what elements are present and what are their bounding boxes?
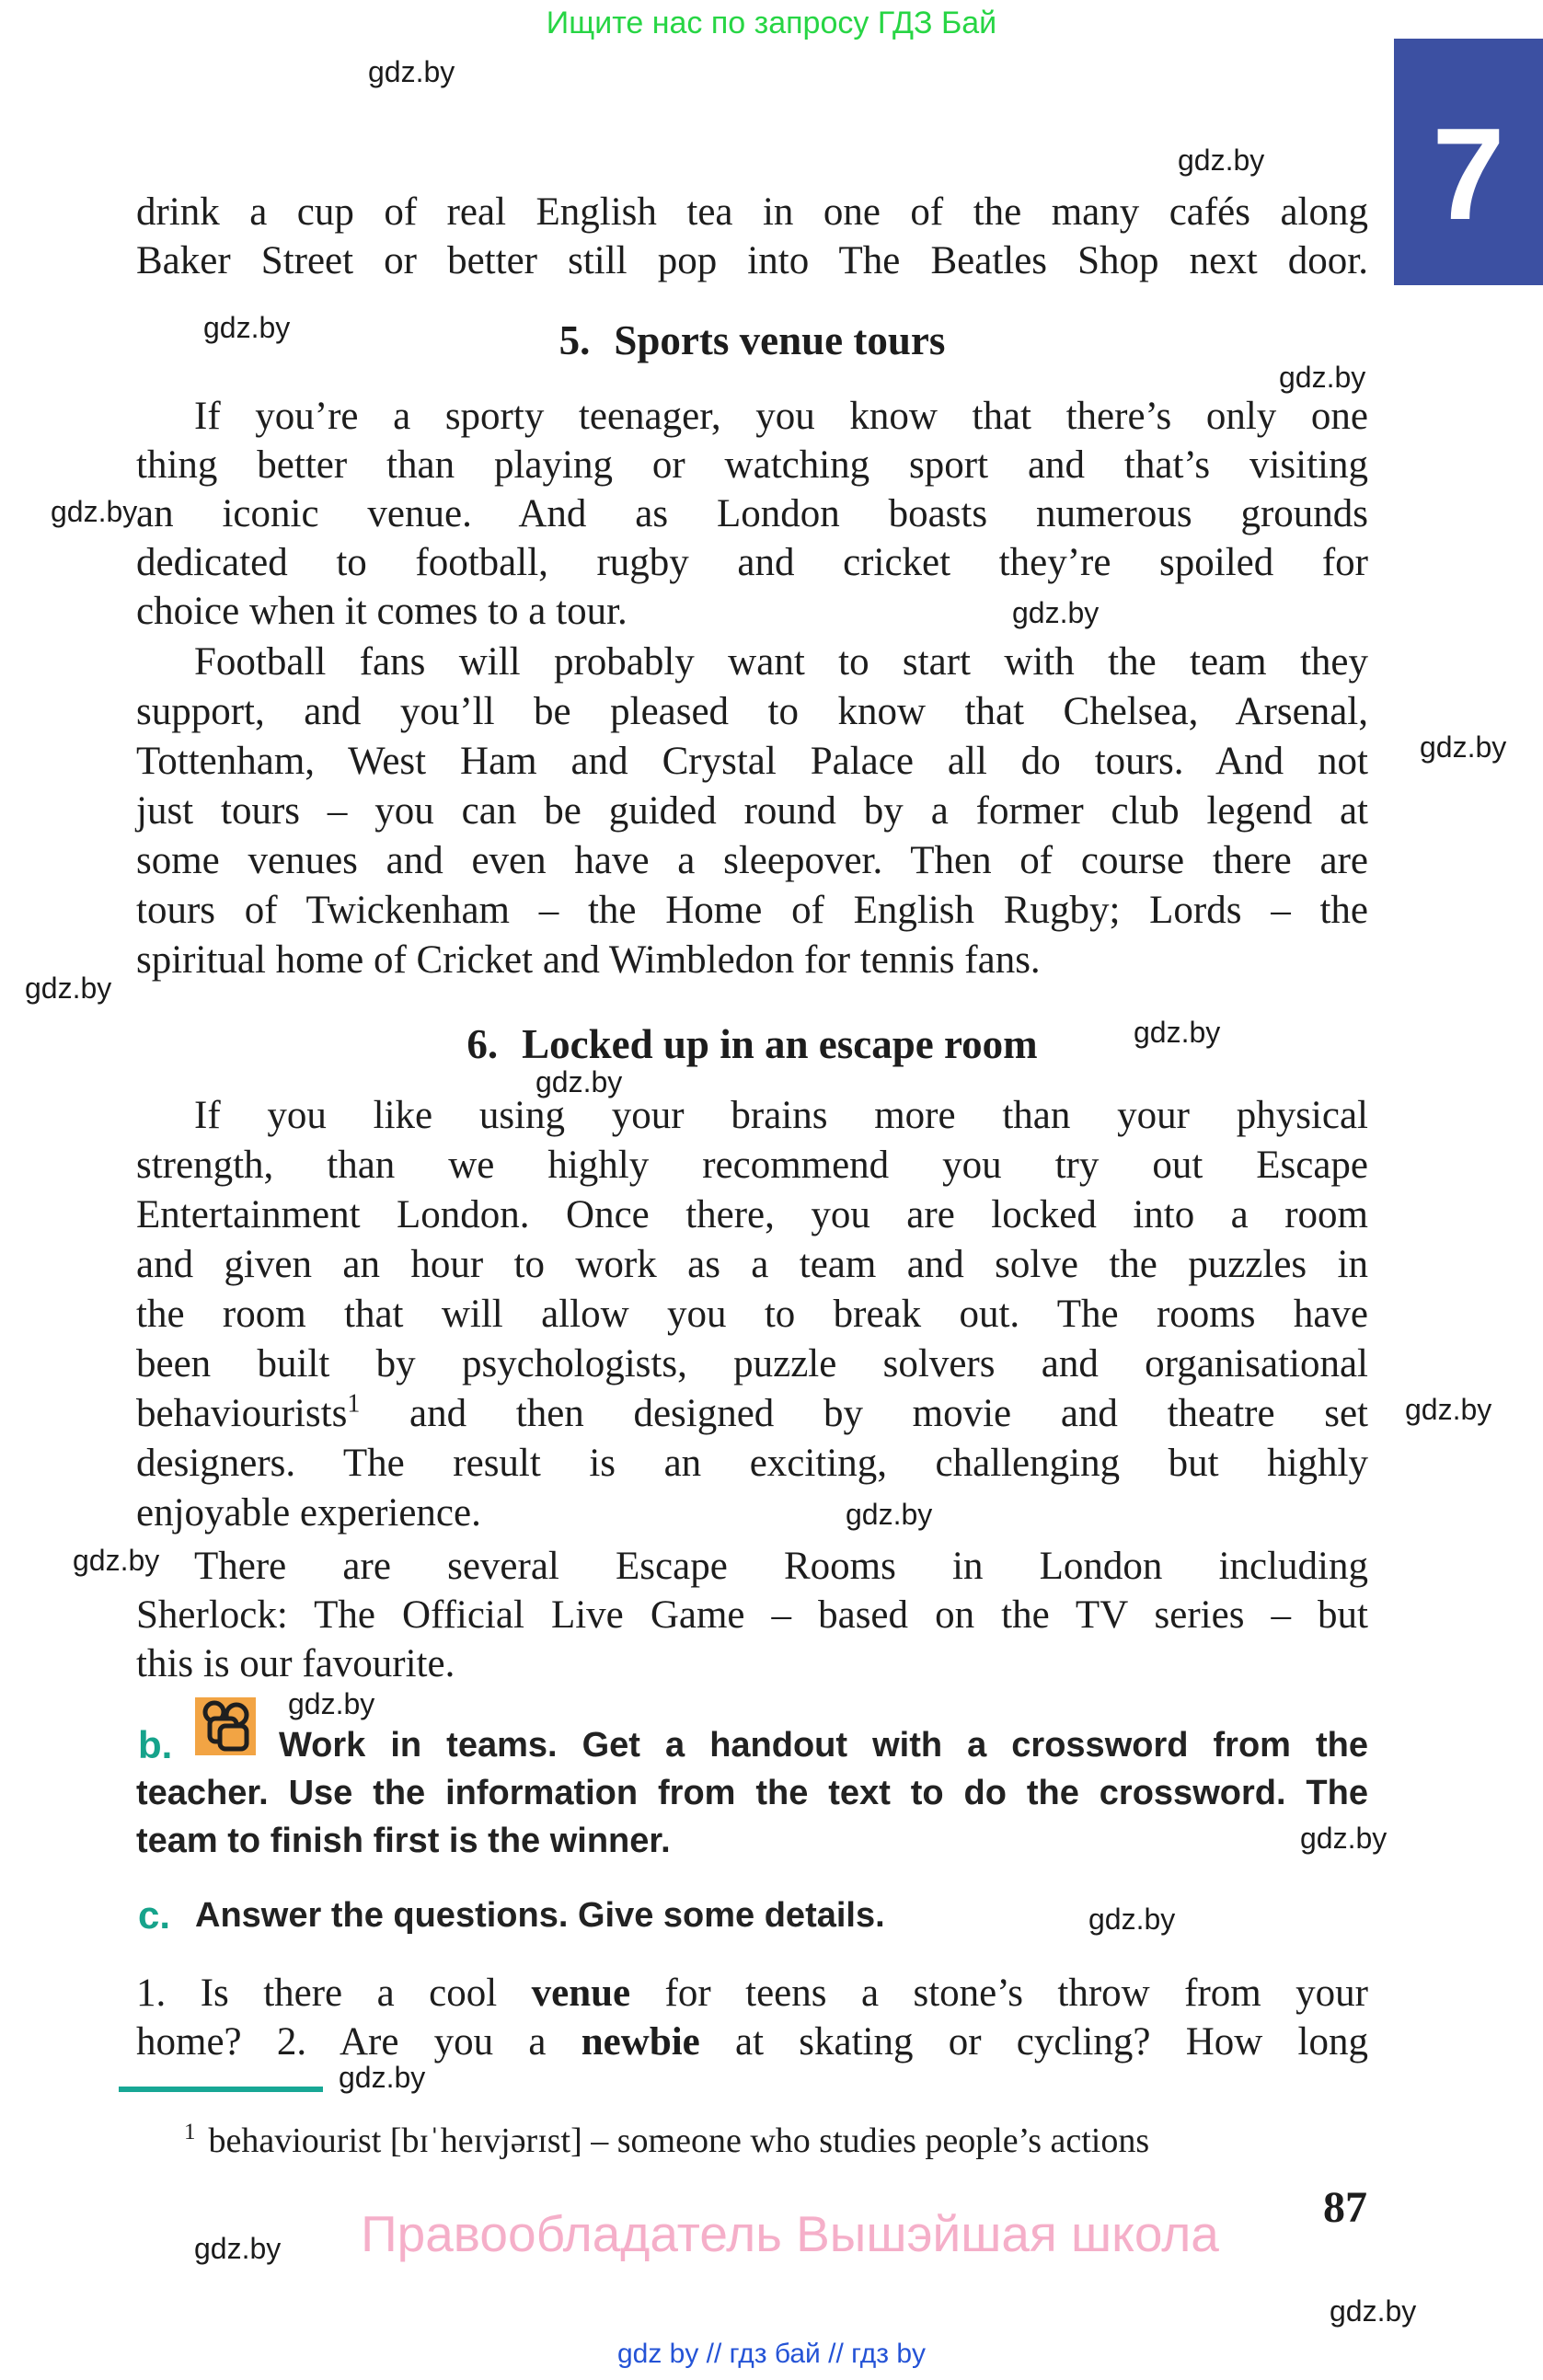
section-5-title: Sports venue tours (614, 317, 946, 363)
unit-number: 7 (1432, 101, 1505, 247)
text-segment: home? 2. Are you a (136, 2020, 582, 2064)
question-line (136, 2018, 1368, 2066)
text-line: Baker Street or better still pop into The Beatles Shop next door. (136, 239, 1368, 282)
page-number: 87 (1323, 2183, 1367, 2232)
text-line: strength, than we highly recommend you try out Escape (136, 1144, 1368, 1187)
text-line: an iconic venue. And as London boasts numerous grounds (136, 492, 1368, 535)
watermark: gdz.by (846, 1498, 933, 1531)
watermark: gdz.by (1300, 1822, 1388, 1855)
watermark: gdz.by (51, 495, 138, 528)
text-line: been built by psychologists, puzzle solvers and organisational (136, 1342, 1368, 1385)
question-line (136, 1969, 1368, 2018)
text-line: just tours – you can be guided round by a former club legend at (136, 789, 1368, 833)
intro-paragraph (136, 188, 1368, 285)
task-b-text (136, 1721, 1368, 1865)
text-line: Entertainment London. Once there, you are locked into a room (136, 1193, 1368, 1236)
text-line: enjoyable experience. (136, 1491, 481, 1535)
footnote (184, 2118, 1149, 2164)
section-6-title: Locked up in an escape room (522, 1021, 1038, 1067)
text-line: dedicated to football, rugby and cricket they’re spoiled for (136, 541, 1368, 584)
text-line: the room that will allow you to break out. The rooms have (136, 1293, 1368, 1336)
text-line: designers. The result is an exciting, challenging but highly (136, 1442, 1368, 1485)
text-segment: at skating or cycling? How long (699, 2020, 1368, 2064)
text-line: and given an hour to work as a team and solve the puzzles in (136, 1243, 1368, 1286)
footnote-reference: 1 (347, 1389, 361, 1419)
footnote-text: behaviourist [bɪˈheɪvjərɪst] – someone who studies people’s actions (208, 2121, 1150, 2160)
watermark: gdz.by (203, 311, 291, 344)
text-line: If you’re a sporty teenager, you know that there’s only one (194, 395, 1368, 438)
text-line: Sherlock: The Official Live Game – based on the TV series – but (136, 1593, 1368, 1637)
watermark: gdz.by (535, 1065, 623, 1098)
footnote-number: 1 (184, 2120, 196, 2145)
text-line: drink a cup of real English tea in one of the many cafés along (136, 190, 1368, 234)
keyword-newbie: newbie (581, 2020, 700, 2064)
task-line: Work in teams. Get a handout with a crossword from the (279, 1726, 1368, 1765)
sherlock-paragraph (136, 1542, 1368, 1688)
text-line: choice when it comes to a tour. (136, 590, 628, 633)
text-line: tours of Twickenham – the Home of English Rugby; Lords – the (136, 889, 1368, 932)
watermark: gdz.by (73, 1544, 160, 1577)
text-segment: and then designed by movie and theatre set (360, 1392, 1368, 1435)
text-segment: for teens a stone’s throw from your (630, 1972, 1369, 2015)
text-line: Tottenham, West Ham and Crystal Palace all do tours. And not (136, 740, 1368, 783)
section-5-heading (136, 316, 1368, 365)
text-line: There are several Escape Rooms in London including (194, 1545, 1368, 1588)
watermark: gdz.by (1405, 1393, 1492, 1426)
text-line: some venues and even have a sleepover. Then of course there are (136, 839, 1368, 882)
footnote-divider (119, 2087, 323, 2092)
text-line: Football fans will probably want to start with the team they (194, 640, 1368, 684)
watermark: gdz.by (25, 972, 112, 1005)
keyword-venue: venue (531, 1972, 631, 2015)
text-line: support, and you’ll be pleased to know that Chelsea, Arsenal, (136, 690, 1368, 733)
escape-room-paragraph (136, 1091, 1368, 1538)
text-segment: behaviourists (136, 1392, 348, 1435)
unit-badge (1394, 39, 1543, 285)
watermark: gdz.by (1279, 361, 1366, 394)
copyright-notice: Правообладатель Вышэйшая школа (361, 2205, 1219, 2262)
promo-banner: Ищите нас по запросу ГДЗ Бай (546, 6, 997, 40)
section-5-number: 5. (558, 317, 591, 363)
section-6-number: 6. (466, 1021, 499, 1067)
section-6-heading (136, 1019, 1368, 1069)
watermark: gdz.by (1134, 1016, 1221, 1049)
watermark: gdz.by (288, 1687, 375, 1720)
questions-paragraph (136, 1969, 1368, 2066)
task-line: teacher. Use the information from the text to do the crossword. The (136, 1774, 1368, 1812)
text-line-with-footnote-ref (136, 1389, 1368, 1439)
text-segment: 1. Is there a cool (136, 1972, 532, 2015)
watermark: gdz.by (1420, 730, 1507, 764)
football-fans-paragraph (136, 638, 1368, 985)
text-line: If you like using your brains more than your physical (194, 1094, 1368, 1137)
task-b-marker: b. (138, 1723, 173, 1766)
task-c-text: Answer the questions. Give some details. (195, 1896, 885, 1935)
sports-venue-paragraph (136, 392, 1368, 636)
watermark: gdz.by (339, 2061, 426, 2094)
watermark: gdz.by (194, 2232, 282, 2265)
watermark: gdz.by (1178, 144, 1265, 177)
watermark: gdz.by (368, 55, 455, 88)
watermark: gdz.by (1012, 596, 1100, 629)
watermark: gdz.by (1330, 2294, 1417, 2328)
footer-links: gdz by // гдз бай // гдз by (616, 2339, 927, 2369)
watermark: gdz.by (1088, 1903, 1176, 1936)
task-c-marker: c. (138, 1893, 171, 1937)
text-line: spiritual home of Cricket and Wimbledon for tennis fans. (136, 938, 1041, 982)
text-line: thing better than playing or watching sport and that’s visiting (136, 443, 1368, 487)
task-line: team to finish first is the winner. (136, 1822, 671, 1860)
text-line: this is our favourite. (136, 1642, 455, 1685)
